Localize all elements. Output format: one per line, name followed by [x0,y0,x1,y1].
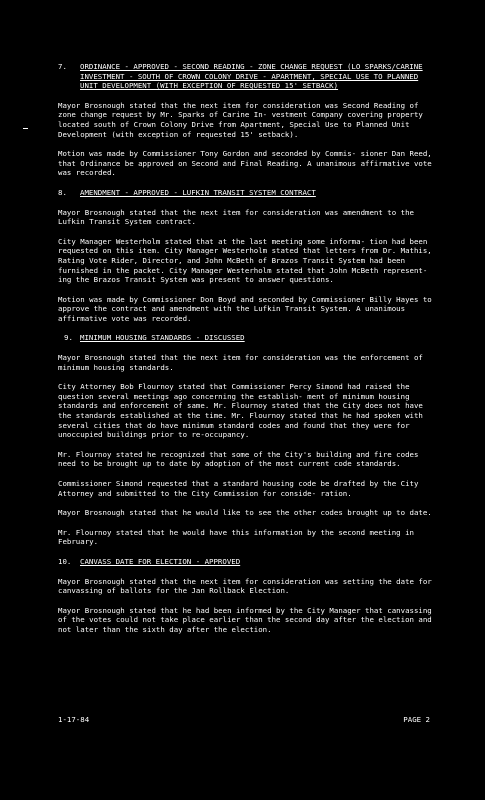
section-heading [58,333,433,343]
footer-page-number: PAGE 2 [403,715,430,724]
paragraph: City Attorney Bob Flournoy stated that Commissioner Percy Simond had raised the question several meetings ago concerning the establish- ment of minimum housing standards and enforcement of same. Mr. Flournoy stated that the City does not have the standards established at the time. Mr. Flournoy stated that he had spoken with several cities that do have minimum standard codes and found that they were for unoccupied buildings prior to re-occupancy. [58,382,423,440]
paragraph: Mayor Brosnough stated that the next item for consideration was the enforcement of minimum housing standards. [58,353,423,372]
paragraph: City Manager Westerholm stated that at the last meeting some informa- tion had been requested on this item. City Manager Westerholm stated that letters from Dr. Mathis, Rating Vote Rider, Director, and John McBeth of Brazos Transit System had been furnished in the packet. City Manager Westerholm stated that John McBeth represent- ing the Brazos Transit System was present to answer questions. [58,236,432,285]
footer-date: 1-17-84 [58,715,90,724]
section-10 [58,557,433,635]
paragraph: Mayor Brosnough stated that he would like to see the other codes brought up to date. [58,508,432,518]
section-number: 7. [58,62,67,71]
minutes-page [58,62,433,635]
paragraph: Mr. Flournoy stated that he would have this information by the second meeting in February. [58,527,414,547]
paragraph: Mayor Brosnough stated that the next item for consideration was setting the date for canvassing of ballots for the Jan Rollback Election. [58,576,432,596]
section-title: AMENDMENT - APPROVED - LUFKIN TRANSIT SYSTEM CONTRACT [80,187,316,197]
paragraph: Mr. Flournoy stated he recognized that some of the City's building and fire codes need to be brought up to date by adoption of the most current code standards. [58,449,419,469]
paragraph: Motion was made by Commissioner Tony Gordon and seconded by Commis- sioner Dan Reed, that Ordinance be approved on Second and Final Reading. A unanimous affirmative vote was recorded. [58,149,432,178]
section-heading [58,557,433,567]
paragraph: Mayor Brosnough stated that the next item for consideration was Second Reading of zone change request by Mr. Sparks of Carine In- vestment Company covering property located south of Crown Colony Drive from Apartment, Special Use to Planned Unit Development (with exception of requested 15' setback). [58,100,423,139]
paragraph: Commissioner Simond requested that a standard housing code be drafted by the City Attorney and submitted to the City Commission for conside- ration. [58,479,419,498]
page-footer [58,715,430,725]
section-number: 10. [58,556,72,566]
margin-mark [23,128,28,129]
paragraph: Mayor Brosnough stated that the next item for consideration was amendment to the Lufkin Transit System contract. [58,207,414,227]
section-title: MINIMUM HOUSING STANDARDS - DISCUSSED [80,333,245,343]
section-heading [58,62,433,91]
section-title: ORDINANCE - APPROVED - SECOND READING - ZONE CHANGE REQUEST (LO SPARKS/CARINE INVESTMENT - SOUTH OF CROWN COLONY DRIVE - APARTMENT, SPECIAL USE TO PLANNED UNIT DEVELOPMENT (WITH EXCEPTION OF REQUESTED 15' SETBACK) [80,62,423,91]
section-number: 8. [58,187,67,197]
section-heading [58,188,433,198]
section-9 [58,333,433,547]
section-number: 9. [64,333,73,343]
paragraph: Motion was made by Commissioner Don Boyd and seconded by Commissioner Billy Hayes to approve the contract and amendment with the Lufkin Transit System. A unanimous affirmative vote was recorded. [58,294,432,323]
paragraph: Mayor Brosnough stated that he had been informed by the City Manager that canvassing of the votes could not take place earlier than the second day after the election and not later than the sixth day after the election. [58,605,432,634]
section-7 [58,62,433,178]
section-title: CANVASS DATE FOR ELECTION - APPROVED [80,556,241,566]
section-8 [58,188,433,324]
